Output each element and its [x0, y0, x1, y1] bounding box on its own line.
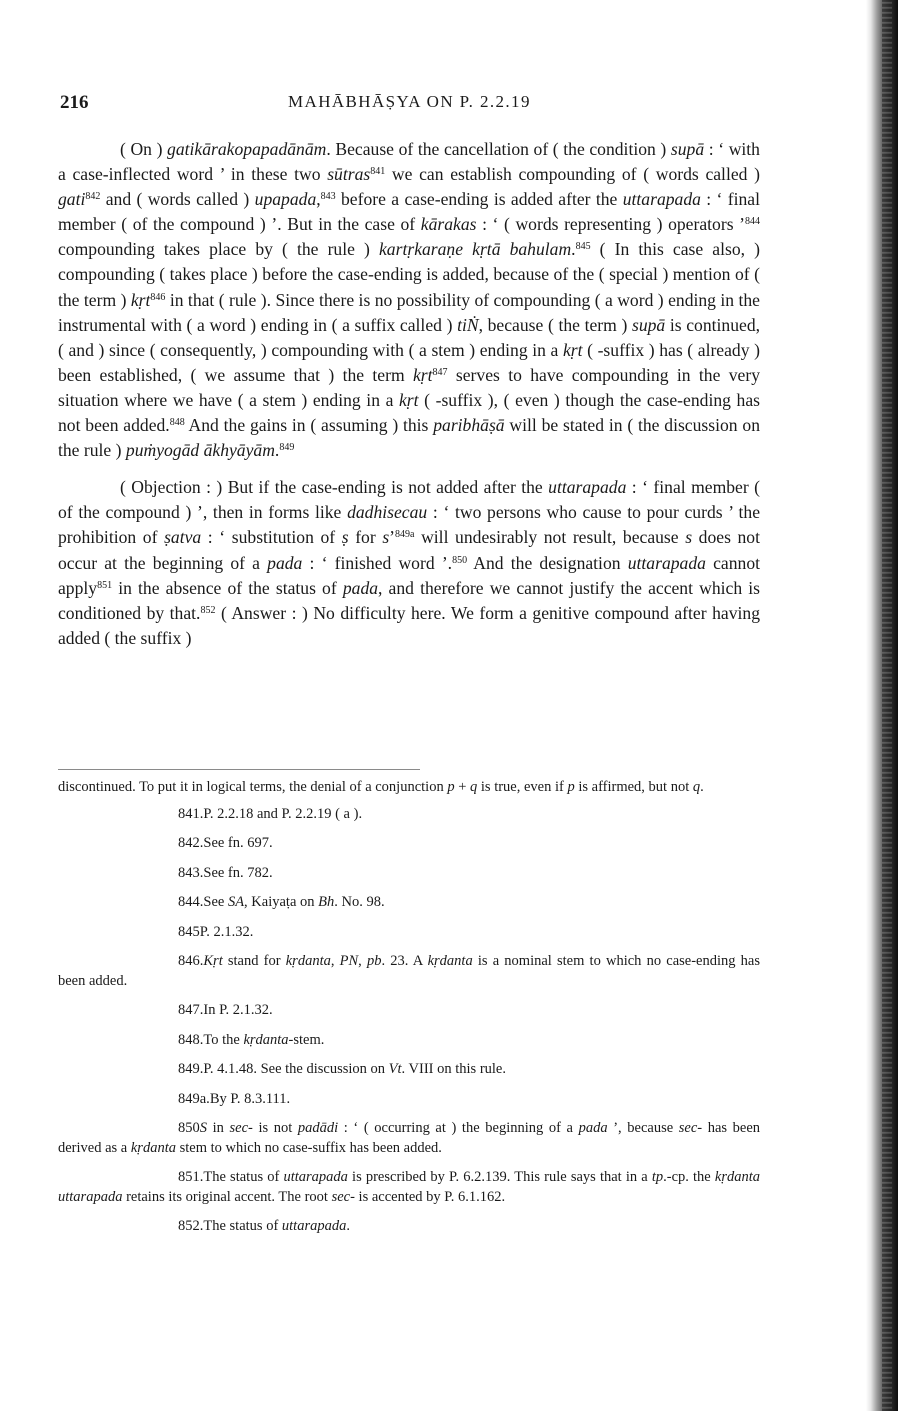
paragraph-2: ( Objection : ) But if the case-ending is not added after the uttarapada : ‘ final member ( of the compound ) ’, then in forms like dadhisecau : ‘ two persons who cause to pour curds ’ the prohibition of ṣatva : ‘ substitution of ṣ for s’$^{849a}$ will undesirably not result, because s does not occur at the beginning of a pada : ‘ finished word ’.$^{850}$ And the designation uttarapada cannot apply$^{851}$ in the absence of the status of pada, and therefore we cannot justify the accent which is conditioned by that.$^{852}$ ( Answer : ) No difficulty here. We form a genitive compound after having added ( the suffix ) — [58, 477, 761, 648]
footnote — [58, 1119, 760, 1158]
footnote — [58, 952, 760, 991]
footnote-continuation: discontinued. To put it in logical terms, the denial of a conjunction p + q is true, even if p is affirmed, but not q. — [58, 779, 704, 795]
footnote-number: 849a. — [178, 1090, 210, 1107]
footnote-text: Kṛt stand for kṛdanta, PN, pb. 23. A kṛdanta is a nominal stem to which no case-ending has been added. — [58, 953, 761, 989]
footnote-number: 841. — [178, 805, 204, 822]
footnote-text: See fn. 782. — [203, 864, 273, 881]
footnote-number: 845 — [178, 923, 200, 940]
page-edge-texture — [882, 0, 892, 1411]
footnote-text: The status of uttarapada. — [203, 1218, 350, 1234]
footnote — [58, 805, 760, 825]
footnote-text: In P. 2.1.32. — [203, 1002, 273, 1018]
running-head — [58, 92, 760, 116]
footnote-number: 846. — [178, 953, 204, 969]
footnote — [58, 1001, 760, 1021]
footnote-number: 851. — [178, 1169, 204, 1185]
footnote — [58, 1031, 760, 1051]
footnote — [58, 893, 760, 913]
book-page — [58, 0, 760, 1411]
footnote-number: 844. — [178, 894, 204, 910]
footnote-text: P. 2.1.32. — [199, 923, 254, 940]
footnote-text: By P. 8.3.111. — [209, 1090, 291, 1107]
footnote — [58, 1060, 760, 1080]
footnote-number: 849. — [178, 1061, 204, 1077]
footnote-number: 848. — [178, 1031, 204, 1048]
footnote-list — [58, 805, 760, 1237]
main-text — [58, 137, 760, 651]
footnote-number: 842. — [178, 835, 204, 851]
footnote-number: 843. — [178, 864, 204, 881]
footnote — [58, 864, 760, 884]
footnote-number: 850 — [178, 1120, 200, 1136]
footnote-text: P. 4.1.48. See the discussion on Vt. VIII on this rule. — [203, 1061, 506, 1077]
page-number: 216 — [60, 92, 89, 113]
footnote-number: 847. — [178, 1002, 204, 1018]
footnote-number: 852. — [178, 1218, 204, 1234]
footnote — [58, 1090, 760, 1110]
paragraph-1: ( On ) gatikārakopapadānām. Because of the cancellation of ( the condition ) supā : ‘ with a case-inflected word ’ in these two sūtras$^{841}$ we can establish compounding of ( words called ) gati$^{842}$ and ( words called ) upapada,$^{843}$ before a case-ending is added after the uttarapada : ‘ final member ( of the compound ) ’. But in the case of kārakas : ‘ ( words representing ) operators ’$^{844}$ compounding takes place by ( the rule ) kartṛkaraṇe kṛtā bahulam.$^{845}$ ( In this case also, ) compounding ( takes place ) before the case-ending is added, because of the ( special ) mention of ( the term ) kṛt$^{846}$ in that ( rule ). Since there is no possibility of compounding ( a word ) ending in the instrumental with ( a word ) ending in ( a suffix called ) tiṄ, because ( the term ) supā is continued, ( and ) since ( consequently, ) compounding with ( a stem ) ending in a kṛt ( -suffix ) has ( already ) been established, ( we assume that ) the term kṛt$^{847}$ serves to have compounding in the very situation where we have ( a stem ) ending in a kṛt ( -suffix ), ( even ) though the case-ending has not been added.$^{848}$ And the gains in ( assuming ) this paribhāṣā will be stated in ( the discussion on the rule ) puṁyogād ākhyāyām.$^{849}$ — [58, 139, 761, 461]
running-title: MAHĀBHĀṢYA ON P. 2.2.19 — [288, 92, 531, 111]
footnote — [58, 1217, 760, 1237]
footnote-text: S in sec- is not padādi : ‘ ( occurring at ) the beginning of a pada ’, because sec- has been derived as a kṛdanta stem to which no case-suffix has been added. — [58, 1120, 761, 1156]
footnote-text: See SA, Kaiyaṭa on Bh. No. 98. — [203, 894, 385, 910]
footnote-text: See fn. 697. — [203, 835, 273, 851]
footnote-text: The status of uttarapada is prescribed by P. 6.2.139. This rule says that in a tp.-cp. the kṛdanta uttarapada retains its original accent. The root sec- is accented by P. 6.1.162. — [58, 1169, 760, 1205]
footnote — [58, 923, 760, 943]
footnote-rule — [58, 769, 420, 770]
footnote-text: To the kṛdanta-stem. — [203, 1031, 325, 1048]
footnote — [58, 834, 760, 854]
footnote-text: P. 2.2.18 and P. 2.2.19 ( a ). — [203, 805, 363, 822]
footnote — [58, 1168, 760, 1207]
footnotes — [58, 778, 760, 1247]
